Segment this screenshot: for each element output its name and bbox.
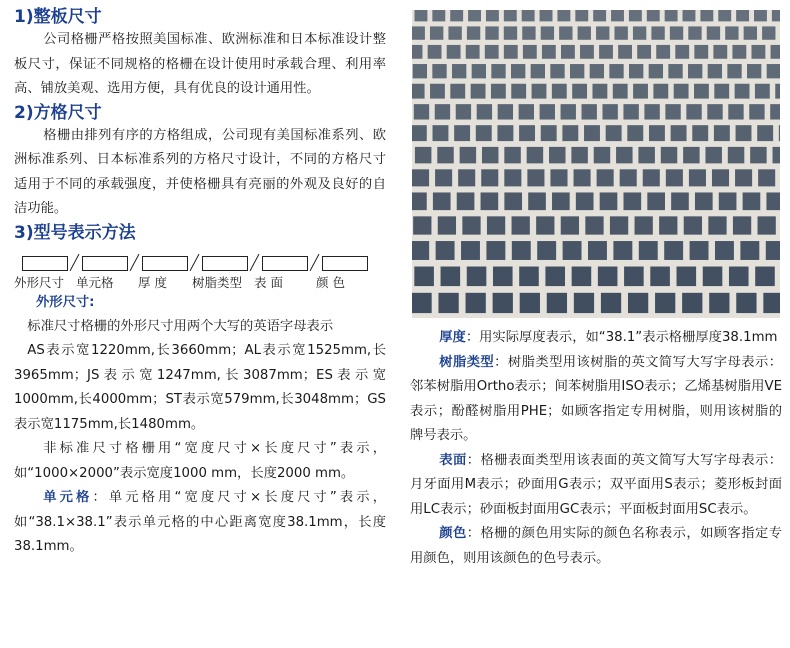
grating-hole [486, 10, 499, 21]
grating-hole [450, 84, 465, 99]
left-column [14, 6, 386, 560]
cell-keyword: 单元格 [43, 490, 93, 505]
grating-hole [570, 64, 584, 78]
grating-hole [600, 192, 618, 210]
grating-hole [725, 26, 738, 39]
outer-size-title: 外形尺寸: [36, 294, 95, 310]
grating-hole [714, 125, 730, 141]
grating-hole [415, 147, 431, 163]
grating-hole [456, 104, 471, 119]
grating-hole [574, 293, 594, 313]
grating-hole [504, 45, 518, 59]
grating-hole [677, 267, 697, 287]
grating-hole [413, 216, 431, 234]
grating-hole [467, 26, 480, 39]
grating-hole [728, 147, 744, 163]
grating-hole [436, 241, 455, 260]
section-body-panel-size: 公司格栅严格按照美国标准、欧洲标准和日本标准设计整板尺寸，保证不同规格的格栅在设计使用时承载合理、利用率高、铺放美观、选用方便，具有优良的设计通用性。 [14, 32, 386, 96]
grating-image [412, 10, 780, 318]
grating-hole [771, 45, 780, 59]
grating-hole [541, 125, 557, 141]
section-title-panel-size: 1)整板尺寸 [14, 7, 102, 27]
grating-hole [575, 10, 588, 21]
grating-hole [511, 84, 526, 99]
grating-hole [542, 45, 556, 59]
grating-hole [692, 125, 708, 141]
grating-hole [659, 216, 677, 234]
grating-hole [528, 192, 546, 210]
grating-hole [450, 10, 463, 21]
grating-hole [688, 26, 701, 39]
grating-hole [664, 241, 683, 260]
grating-hole [755, 84, 770, 99]
grating-hole [472, 64, 486, 78]
model-code-boxes [22, 254, 386, 271]
code-box [262, 256, 308, 271]
grating-hole [616, 147, 632, 163]
grating-hole [599, 45, 613, 59]
grating-hole [639, 241, 658, 260]
grating-hole [437, 147, 453, 163]
grating-hole [454, 125, 470, 141]
slash-separator [248, 254, 262, 271]
grating-hole [766, 241, 780, 260]
grating-hole [462, 216, 480, 234]
grating-hole [552, 192, 570, 210]
slash-separator [188, 254, 202, 271]
code-box [142, 256, 188, 271]
outer-size-nonstandard: 非标准尺寸格栅用“宽度尺寸×长度尺寸”表示，如“1000×2000”表示宽度1000 mm，长度2000 mm。 [14, 441, 386, 481]
grating-hole [561, 104, 576, 119]
grating-hole [519, 104, 534, 119]
grating-hole [481, 192, 499, 210]
grating-hole [736, 10, 749, 21]
grating-photo [412, 10, 780, 318]
grating-hole [461, 241, 480, 260]
grating-hole [519, 125, 535, 141]
grating-hole [527, 169, 544, 186]
code-box [22, 256, 68, 271]
grating-hole [438, 293, 458, 313]
grating-hole [623, 104, 638, 119]
grating-hole [476, 125, 492, 141]
grating-hole [707, 104, 722, 119]
resin-description [410, 351, 782, 449]
grating-hole [531, 64, 545, 78]
grating-hole [708, 216, 726, 234]
grating-hole [644, 104, 659, 119]
grating-hole [532, 84, 547, 99]
thickness-body: ：用实际厚度表示，如“38.1”表示格栅厚度38.1mm [465, 330, 778, 345]
grating-hole [728, 104, 743, 119]
label-outer-size: 外形尺寸 [14, 274, 65, 290]
grating-hole [749, 104, 764, 119]
grating-hole [767, 64, 780, 78]
grating-hole [715, 241, 734, 260]
grating-hole [779, 125, 780, 141]
grating-hole [758, 169, 775, 186]
section-body-mesh-size: 格栅由排列有序的方格组成，公司现有美国标准系列、欧洲标准系列、日本标准系列的方格尺寸设计，不同的方格尺寸适用于不同的承载强度，并使格栅具有亮丽的外观及良好的自洁功能。 [14, 127, 386, 216]
grating-hole [547, 293, 567, 313]
resin-body: ：树脂类型用该树脂的英文简写大写字母表示：邻苯树脂用Ortho表示；间苯树脂用ISO表示；乙烯基树脂用VE表示；酚醛树脂用PHE；如顾客指定专用树脂，则用该树脂的牌号表示。 [410, 354, 783, 443]
label-surface: 表 面 [254, 274, 283, 290]
grating-hole [736, 125, 752, 141]
grating-hole [536, 216, 554, 234]
grating-hole [466, 45, 480, 59]
grating-hole [770, 104, 780, 119]
grating-hole [651, 26, 664, 39]
grating-hole [433, 192, 451, 210]
section-title-mesh-size: 2)方格尺寸 [14, 102, 102, 123]
grating-hole [718, 10, 731, 21]
grating-hole [684, 216, 702, 234]
grating-hole [412, 84, 425, 99]
grating-hole [643, 169, 660, 186]
grating-hole [491, 84, 506, 99]
grating-hole [705, 147, 721, 163]
grating-hole [433, 125, 449, 141]
grating-hole [627, 125, 643, 141]
grating-hole [686, 104, 701, 119]
grating-hole [549, 147, 565, 163]
surface-keyword: 表面 [439, 452, 467, 468]
grating-hole [414, 10, 427, 21]
right-column [410, 6, 782, 571]
code-box [322, 256, 368, 271]
grating-hole [441, 267, 461, 287]
grating-hole [689, 169, 706, 186]
slash-separator [128, 254, 142, 271]
section-title-model-notation: 3)型号表示方法 [14, 222, 136, 243]
grating-hole [766, 192, 780, 210]
grating-hole [690, 241, 709, 260]
code-box [202, 256, 248, 271]
grating-hole [655, 293, 675, 313]
grating-hole [675, 45, 689, 59]
outer-size-standard-list: AS表示宽1220mm,长3660mm；AL表示宽1525mm,长3965mm；JS表示宽1247mm,长3087mm；ES表示宽1000mm,长4000mm；ST表示宽579mm,长3048mm；GS表示宽1175mm,长1480mm。 [14, 343, 386, 432]
slash-separator [308, 254, 322, 271]
grating-hole [582, 104, 597, 119]
grating-hole [624, 267, 644, 287]
grating-hole [750, 147, 766, 163]
grating-hole [585, 216, 603, 234]
grating-hole [602, 104, 617, 119]
grating-hole [601, 293, 621, 313]
grating-hole [629, 10, 642, 21]
resin-keyword: 树脂类型 [439, 354, 495, 370]
grating-hole [482, 147, 498, 163]
grating-hole [633, 84, 648, 99]
grating-hole [623, 192, 641, 210]
grating-hole [557, 10, 570, 21]
surface-description [410, 449, 782, 523]
grating-hole [486, 241, 505, 260]
thickness-keyword: 厚度 [439, 330, 466, 345]
grating-hole [527, 147, 543, 163]
grating-hole [571, 147, 587, 163]
grating-hole [491, 64, 505, 78]
grating-hole [700, 10, 713, 21]
grating-hole [584, 125, 600, 141]
grating-hole [755, 267, 775, 287]
grating-hole [747, 64, 761, 78]
grating-hole [740, 241, 759, 260]
grating-hole [504, 169, 521, 186]
grating-hole [671, 125, 687, 141]
grating-hole [540, 10, 553, 21]
grating-hole [694, 84, 709, 99]
grating-hole [613, 241, 632, 260]
grating-hole [537, 241, 556, 260]
grating-hole [757, 125, 773, 141]
grating-hole [432, 10, 445, 21]
grating-hole [458, 169, 475, 186]
grating-hole [598, 267, 618, 287]
grating-hole [735, 84, 750, 99]
grating-hole [430, 26, 443, 39]
grating-hole [493, 293, 513, 313]
grating-hole [413, 64, 427, 78]
grating-hole [477, 104, 492, 119]
grating-hole [485, 26, 498, 39]
grating-hole [552, 84, 567, 99]
grating-hole [559, 26, 572, 39]
grating-hole [735, 169, 752, 186]
grating-hole [596, 26, 609, 39]
grating-hole [561, 216, 579, 234]
grating-hole [707, 26, 720, 39]
surface-body: ：格栅表面类型用该表面的英文简写大写字母表示：月牙面用M表示；砂面用G表示；双平面用S表示；菱形板封面用LC表示；砂面板封面用GC表示；平面板封面用SC表示。 [410, 452, 783, 517]
grating-hole [649, 64, 663, 78]
grating-hole [545, 267, 565, 287]
grating-hole [541, 26, 554, 39]
grating-hole [694, 45, 708, 59]
grating-hole [647, 192, 665, 210]
grating-hole [452, 64, 466, 78]
grating-hole [729, 267, 749, 287]
grating-hole [594, 147, 610, 163]
grating-hole [467, 267, 487, 287]
grating-hole [762, 26, 775, 39]
grating-hole [504, 147, 520, 163]
grating-hole [460, 147, 476, 163]
grating-hole [447, 45, 461, 59]
grating-hole [649, 125, 665, 141]
grating-hole [773, 147, 780, 163]
grating-hole [497, 125, 513, 141]
grating-hole [719, 192, 737, 210]
grating-hole [523, 45, 537, 59]
grating-hole [519, 267, 539, 287]
grating-hole [671, 192, 689, 210]
grating-hole [438, 216, 456, 234]
grating-hole [614, 26, 627, 39]
grating-hole [703, 267, 723, 287]
grating-hole [448, 26, 461, 39]
grating-hole [481, 169, 498, 186]
grating-hole [504, 192, 522, 210]
grating-hole [744, 26, 757, 39]
grating-hole [414, 104, 429, 119]
grating-hole [637, 45, 651, 59]
grating-hole [578, 26, 591, 39]
grating-hole [708, 64, 722, 78]
grating-hole [743, 192, 761, 210]
grating-hole [736, 293, 756, 313]
grating-hole [661, 147, 677, 163]
grating-hole [668, 64, 682, 78]
grating-hole [572, 84, 587, 99]
grating-hole [412, 45, 422, 59]
grating-hole [674, 84, 689, 99]
grating-hole [606, 125, 622, 141]
grating-hole [695, 192, 713, 210]
color-description [410, 522, 782, 571]
grating-hole [650, 267, 670, 287]
grating-hole [580, 45, 594, 59]
outer-size-intro: 标准尺寸格栅的外形尺寸用两个大写的英语字母表示 [27, 318, 334, 334]
grating-hole [561, 45, 575, 59]
grating-hole [613, 84, 628, 99]
model-code-labels [14, 273, 386, 291]
grating-hole [590, 64, 604, 78]
grating-hole [572, 267, 592, 287]
label-thickness: 厚 度 [138, 274, 167, 290]
code-box [82, 256, 128, 271]
grating-hole [732, 45, 746, 59]
grating-hole [468, 10, 481, 21]
grating-hole [428, 45, 442, 59]
grating-hole [412, 26, 425, 39]
grating-hole [522, 10, 535, 21]
grating-hole [412, 192, 427, 210]
grating-hole [435, 169, 452, 186]
cell-description [14, 486, 386, 560]
grating-hole [763, 293, 780, 313]
grating-hole [493, 267, 513, 287]
grating-hole [562, 125, 578, 141]
grating-hole [665, 10, 678, 21]
grating-hole [666, 169, 683, 186]
thickness-description [410, 326, 782, 351]
grating-hole [709, 293, 729, 313]
grating-hole [412, 241, 429, 260]
grating-hole [414, 267, 434, 287]
grating-hole [620, 169, 637, 186]
label-cell: 单元格 [76, 274, 114, 290]
grating-hole [471, 84, 486, 99]
grating-hole [593, 10, 606, 21]
grating-hole [504, 26, 517, 39]
grating-hole [540, 104, 555, 119]
grating-hole [550, 169, 567, 186]
grating-hole [412, 169, 429, 186]
grating-hole [487, 216, 505, 234]
grating-hole [435, 104, 450, 119]
grating-hole [522, 26, 535, 39]
grating-hole [638, 147, 654, 163]
grating-hole [688, 64, 702, 78]
grating-hole [498, 104, 513, 119]
grating-hole [609, 64, 623, 78]
grating-hole [633, 26, 646, 39]
grating-hole [653, 84, 668, 99]
grating-hole [713, 45, 727, 59]
grating-hole [511, 64, 525, 78]
grating-hole [504, 10, 517, 21]
grating-hole [432, 64, 446, 78]
grating-hole [412, 293, 432, 313]
grating-hole [550, 64, 564, 78]
label-resin-type: 树脂类型 [192, 274, 243, 290]
grating-hole [754, 10, 767, 21]
grating-hole [466, 293, 486, 313]
grating-hole [714, 84, 729, 99]
grating-hole [656, 45, 670, 59]
label-color: 颜 色 [316, 274, 345, 290]
grating-hole [574, 169, 591, 186]
grating-hole [576, 192, 594, 210]
grating-hole [772, 10, 780, 21]
grating-hole [588, 241, 607, 260]
grating-hole [512, 216, 530, 234]
grating-hole [563, 241, 582, 260]
grating-hole [775, 84, 780, 99]
grating-hole [628, 293, 648, 313]
grating-hole [618, 45, 632, 59]
cell-body: ：单元格用“宽度尺寸×长度尺寸”表示，如“38.1×38.1”表示单元格的中心距离宽度38.1mm，长度38.1mm。 [14, 490, 386, 554]
grating-hole [751, 45, 765, 59]
grating-hole [665, 104, 680, 119]
grating-hole [670, 26, 683, 39]
grating-hole [412, 125, 427, 141]
grating-hole [512, 241, 531, 260]
grating-hole [597, 169, 614, 186]
grating-hole [712, 169, 729, 186]
slash-separator [68, 254, 82, 271]
grating-hole [635, 216, 653, 234]
grating-hole [629, 64, 643, 78]
color-body: ：格栅的颜色用实际的颜色名称表示，如顾客指定专用颜色，则用该颜色的色号表示。 [410, 526, 783, 566]
grating-hole [520, 293, 540, 313]
grating-hole [727, 64, 741, 78]
color-keyword: 颜色 [439, 526, 467, 541]
grating-hole [430, 84, 445, 99]
grating-hole [647, 10, 660, 21]
grating-hole [733, 216, 751, 234]
grating-hole [682, 293, 702, 313]
grating-hole [758, 216, 776, 234]
grating-hole [683, 10, 696, 21]
grating-hole [610, 216, 628, 234]
grating-hole [457, 192, 475, 210]
grating-hole [485, 45, 499, 59]
grating-hole [592, 84, 607, 99]
grating-hole [611, 10, 624, 21]
grating-hole [683, 147, 699, 163]
